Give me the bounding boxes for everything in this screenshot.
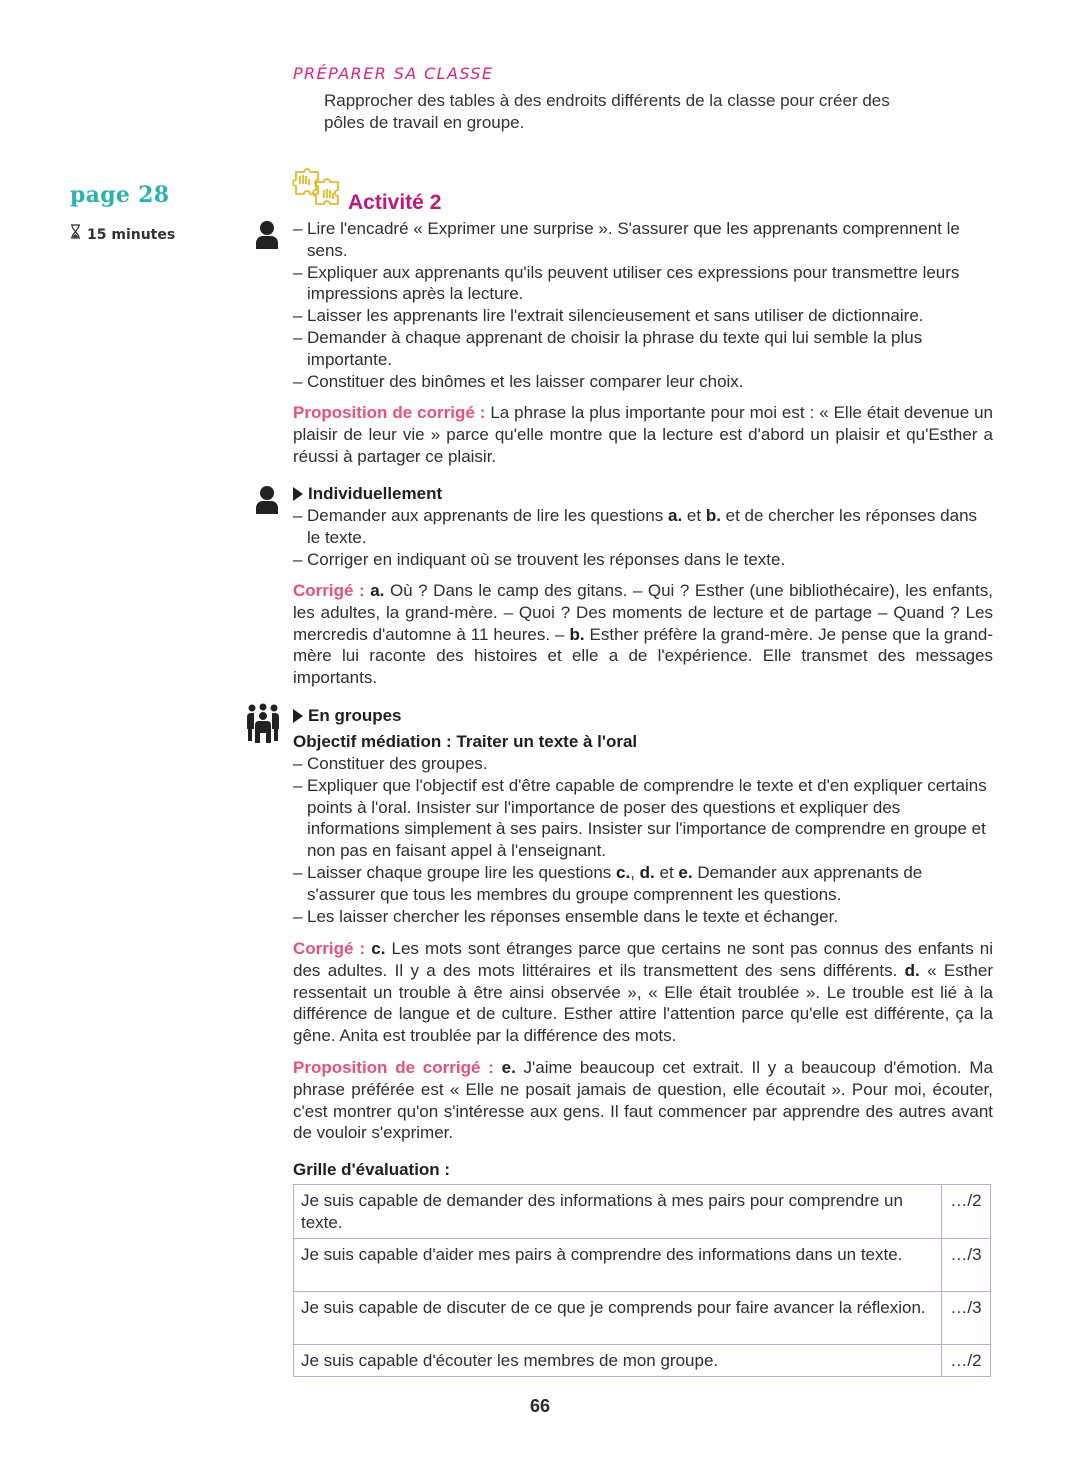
criterion-cell: Je suis capable d'aider mes pairs à comprendre des informations dans un texte. <box>294 1238 942 1291</box>
list-item: – Constituer des binômes et les laisser comparer leur choix. <box>293 371 993 393</box>
mediation-objective: Objectif médiation : Traiter un texte à l'oral <box>293 732 638 751</box>
section1-answer <box>293 402 993 467</box>
duration <box>70 224 175 247</box>
criterion-cell: Je suis capable d'écouter les membres de mon groupe. <box>294 1344 942 1376</box>
page-number: 66 <box>529 1396 551 1416</box>
triangle-bullet-icon <box>293 709 303 723</box>
criterion-cell: Je suis capable de demander des informations à mes pairs pour comprendre un texte. <box>294 1185 942 1239</box>
duration-label: 15 minutes <box>87 226 176 243</box>
answer-label: Proposition de corrigé : <box>293 403 486 422</box>
list-item: – Les laisser chercher les réponses ensemble dans le texte et échanger. <box>293 906 993 928</box>
evaluation-grid <box>293 1184 991 1377</box>
score-cell: …/3 <box>942 1238 991 1291</box>
group-icon <box>246 703 280 749</box>
section3-instructions <box>293 753 993 927</box>
score-cell: …/3 <box>942 1291 991 1344</box>
section3-proposal: Proposition de corrigé : e. J'aime beaucoup cet extrait. Il y a beaucoup d'émotion. Ma phrase préférée est « Elle ne posait jamais de question, elle écoutait ». Pour moi, écouter, c'est montrer qu'on s'intéresse aux gens. Il faut commencer par apprendre des autres avant de vouloir s'exprimer. <box>293 1058 993 1143</box>
answer-label: Corrigé : <box>293 939 366 958</box>
group-heading: En groupes <box>293 705 993 727</box>
table-row <box>294 1185 991 1239</box>
evaluation-grid-title: Grille d'évaluation : <box>293 1160 451 1179</box>
table-row <box>294 1344 991 1376</box>
section1-instructions <box>293 218 993 392</box>
triangle-bullet-icon <box>293 487 303 501</box>
answer-text: La phrase la plus importante pour moi est : « Elle était devenue un plaisir de leur vie » parce qu'elle montre que la lecture est d'abord un plaisir et qu'Esther a réussi à partager ce plaisir. <box>293 403 994 466</box>
individual-heading: Individuellement <box>293 483 993 505</box>
list-item: – Laisser chaque groupe lire les questions c., d. et e. Demander aux apprenants de s'assurer que tous les membres du groupe comprennent les questions. <box>293 862 993 906</box>
answer-label: Corrigé : <box>293 581 365 600</box>
list-item: – Lire l'encadré « Exprimer une surprise ». S'assurer que les apprenants comprennent le sens. <box>293 218 993 262</box>
section3-answer: Corrigé : c. Les mots sont étranges parce que certains ne sont pas connus des enfants ni des adultes. Il y a des mots littéraires et ils transmettent des sens différents. d. « Esther ressentait un trouble à être ainsi observée », « Elle était troublée ». Le trouble est lié à la différence de langue et de culture. Esther attire l'attention parce qu'elle est différente, ça la gêne. Anita est troublée par la différence des mots. <box>293 939 994 1046</box>
list-item: – Laisser les apprenants lire l'extrait silencieusement et sans utiliser de dictionnaire. <box>293 305 993 327</box>
list-item: – Corriger en indiquant où se trouvent les réponses dans le texte. <box>293 549 993 571</box>
answer-label: Proposition de corrigé : <box>293 1058 494 1077</box>
activity-header <box>292 164 441 216</box>
criterion-cell: Je suis capable de discuter de ce que je comprends pour faire avancer la réflexion. <box>294 1291 942 1344</box>
puzzle-hands-icon <box>292 164 344 216</box>
section2-instructions <box>293 505 993 570</box>
list-item: – Expliquer aux apprenants qu'ils peuvent utiliser ces expressions pour transmettre leurs impressions après la lecture. <box>293 262 993 306</box>
activity-title: Activité 2 <box>348 190 442 214</box>
prepare-class-text: Rapprocher des tables à des endroits différents de la classe pour créer des pôles de travail en groupe. <box>324 91 890 132</box>
list-item: – Constituer des groupes. <box>293 753 993 775</box>
section2-answer: Corrigé : a. Où ? Dans le camp des gitans. – Qui ? Esther (une bibliothécaire), les enfants, les adultes, la grand-mère. – Quoi ? Des moments de lecture et de partage – Quand ? Les mercredis d'automne à 11 heures. – b. Esther préfère la grand-mère. Je pense que la grand-mère lui raconte des histoires et elle a de l'expérience. Elle transmet des messages importants. <box>293 581 993 688</box>
table-row <box>294 1291 991 1344</box>
list-item: – Demander aux apprenants de lire les questions a. et b. et de chercher les réponses dans le texte. <box>293 505 993 549</box>
score-cell: …/2 <box>942 1344 991 1376</box>
prepare-class-title: PRÉPARER SA CLASSE <box>293 64 494 83</box>
list-item: – Expliquer que l'objectif est d'être capable de comprendre le texte et d'en expliquer certains points à l'oral. Insister sur l'importance de poser des questions et expliquer des informations simplement à ses pairs. Insister sur l'importance de comprendre en groupe et non pas en faisant appel à l'enseignant. <box>293 775 993 862</box>
table-row <box>294 1238 991 1291</box>
person-icon <box>255 220 279 250</box>
person-icon <box>255 485 279 515</box>
page-reference: page 28 <box>70 182 170 208</box>
list-item: – Demander à chaque apprenant de choisir la phrase du texte qui lui semble la plus importante. <box>293 327 993 371</box>
hourglass-icon <box>70 224 81 247</box>
score-cell: …/2 <box>942 1185 991 1239</box>
